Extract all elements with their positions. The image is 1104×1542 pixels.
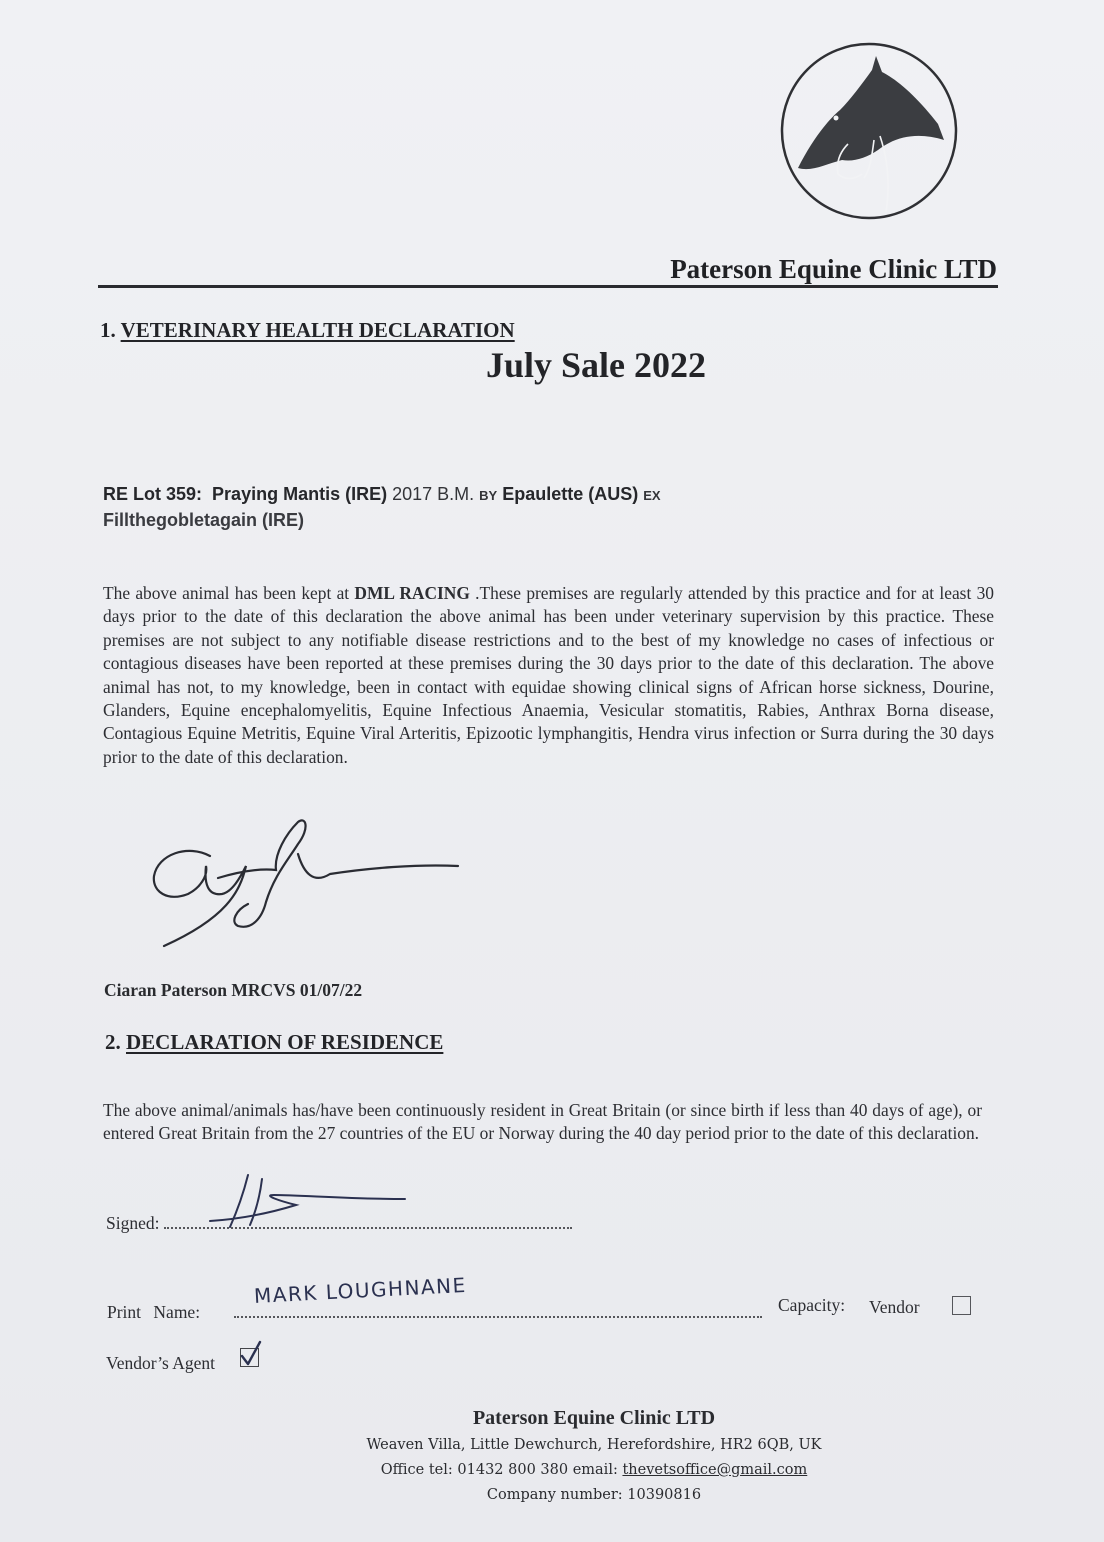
header-rule bbox=[98, 285, 998, 288]
footer-tel: 01432 800 380 bbox=[457, 1462, 569, 1478]
lot-ex: EX bbox=[643, 488, 661, 503]
print-name-label: Print Name: bbox=[107, 1302, 201, 1322]
capacity-label: Capacity: bbox=[778, 1295, 846, 1315]
print-name-line[interactable] bbox=[234, 1316, 762, 1318]
vet-signoff: Ciaran Paterson MRCVS 01/07/22 bbox=[104, 980, 363, 1000]
footer-email-link[interactable]: thevetsoffice@gmail.com bbox=[622, 1462, 808, 1478]
lot-sire: Epaulette (AUS) bbox=[502, 484, 639, 504]
residence-declaration-text: The above animal/animals has/have been continuously resident in Great Britain (or since birth if less than 40 days of age), or entered Great Britain from the 27 countries of the EU or Norway during the 40 day period prior to the date of this declaration. bbox=[103, 1100, 982, 1144]
vendor-label: Vendor bbox=[869, 1297, 920, 1317]
premises-name: DML RACING bbox=[354, 583, 470, 603]
lot-age-sex: 2017 B.M. bbox=[392, 484, 475, 504]
vendor-signature bbox=[200, 1165, 410, 1235]
declaration-text-before: The above animal has been kept at bbox=[103, 583, 350, 603]
lot-ref: RE Lot 359: bbox=[103, 484, 203, 504]
lot-horse-name: Praying Mantis (IRE) bbox=[212, 484, 388, 504]
checkmark-icon bbox=[238, 1340, 262, 1368]
vet-signature bbox=[148, 814, 468, 954]
section2-number: 2. bbox=[105, 1030, 121, 1054]
footer-company-number: Company number: 10390816 bbox=[486, 1487, 702, 1503]
vendor-checkbox[interactable] bbox=[952, 1296, 971, 1315]
signed-label: Signed: bbox=[106, 1213, 160, 1233]
print-name-value: MARK LOUGHNANE bbox=[253, 1272, 468, 1308]
lot-details bbox=[103, 482, 661, 532]
vendors-agent-label: Vendor’s Agent bbox=[106, 1353, 216, 1373]
declaration-text-after: .These premises are regularly attended by this practice and for at least 30 days prior to the date of this declaration the above animal has been under veterinary supervision by this practice. These premises are not subject to any notifiable disease restrictions and to the best of my knowledge no cases of infectious or contagious diseases have been reported at these premises during the 30 days prior to the date of this declaration. The above animal has not, to my knowledge, been in contact with equidae showing clinical signs of African horse sickness, Dourine, Glanders, Equine encephalomyelitis, Equine Infectious Anaemia, Vesicular stomatitis, Rabies, Anthrax Borna disease, Contagious Equine Metritis, Equine Viral Arteritis, Epizootic lymphangitis, Hendra virus infection or Surra during the 30 days prior to the date of this declaration. bbox=[103, 583, 994, 767]
sale-title: July Sale 2022 bbox=[485, 345, 707, 385]
footer-email-label: email: bbox=[572, 1462, 618, 1478]
health-declaration-text bbox=[103, 582, 994, 769]
section1-heading: VETERINARY HEALTH DECLARATION bbox=[120, 318, 515, 342]
company-header: Paterson Equine Clinic LTD bbox=[670, 254, 997, 284]
section1-number: 1. bbox=[100, 318, 116, 342]
horse-head-logo bbox=[778, 40, 960, 222]
section2-title bbox=[105, 1030, 443, 1055]
footer-tel-label: Office tel: bbox=[380, 1462, 453, 1478]
lot-by: BY bbox=[479, 488, 498, 503]
lot-dam: Fillthegobletagain (IRE) bbox=[103, 510, 304, 530]
footer-address: Weaven Villa, Little Dewchurch, Herefordshire, HR2 6QB, UK bbox=[366, 1437, 822, 1453]
footer-company: Paterson Equine Clinic LTD bbox=[472, 1407, 716, 1429]
section2-heading: DECLARATION OF RESIDENCE bbox=[126, 1030, 444, 1054]
section1-title bbox=[100, 318, 515, 343]
footer-contact bbox=[0, 1462, 1104, 1478]
